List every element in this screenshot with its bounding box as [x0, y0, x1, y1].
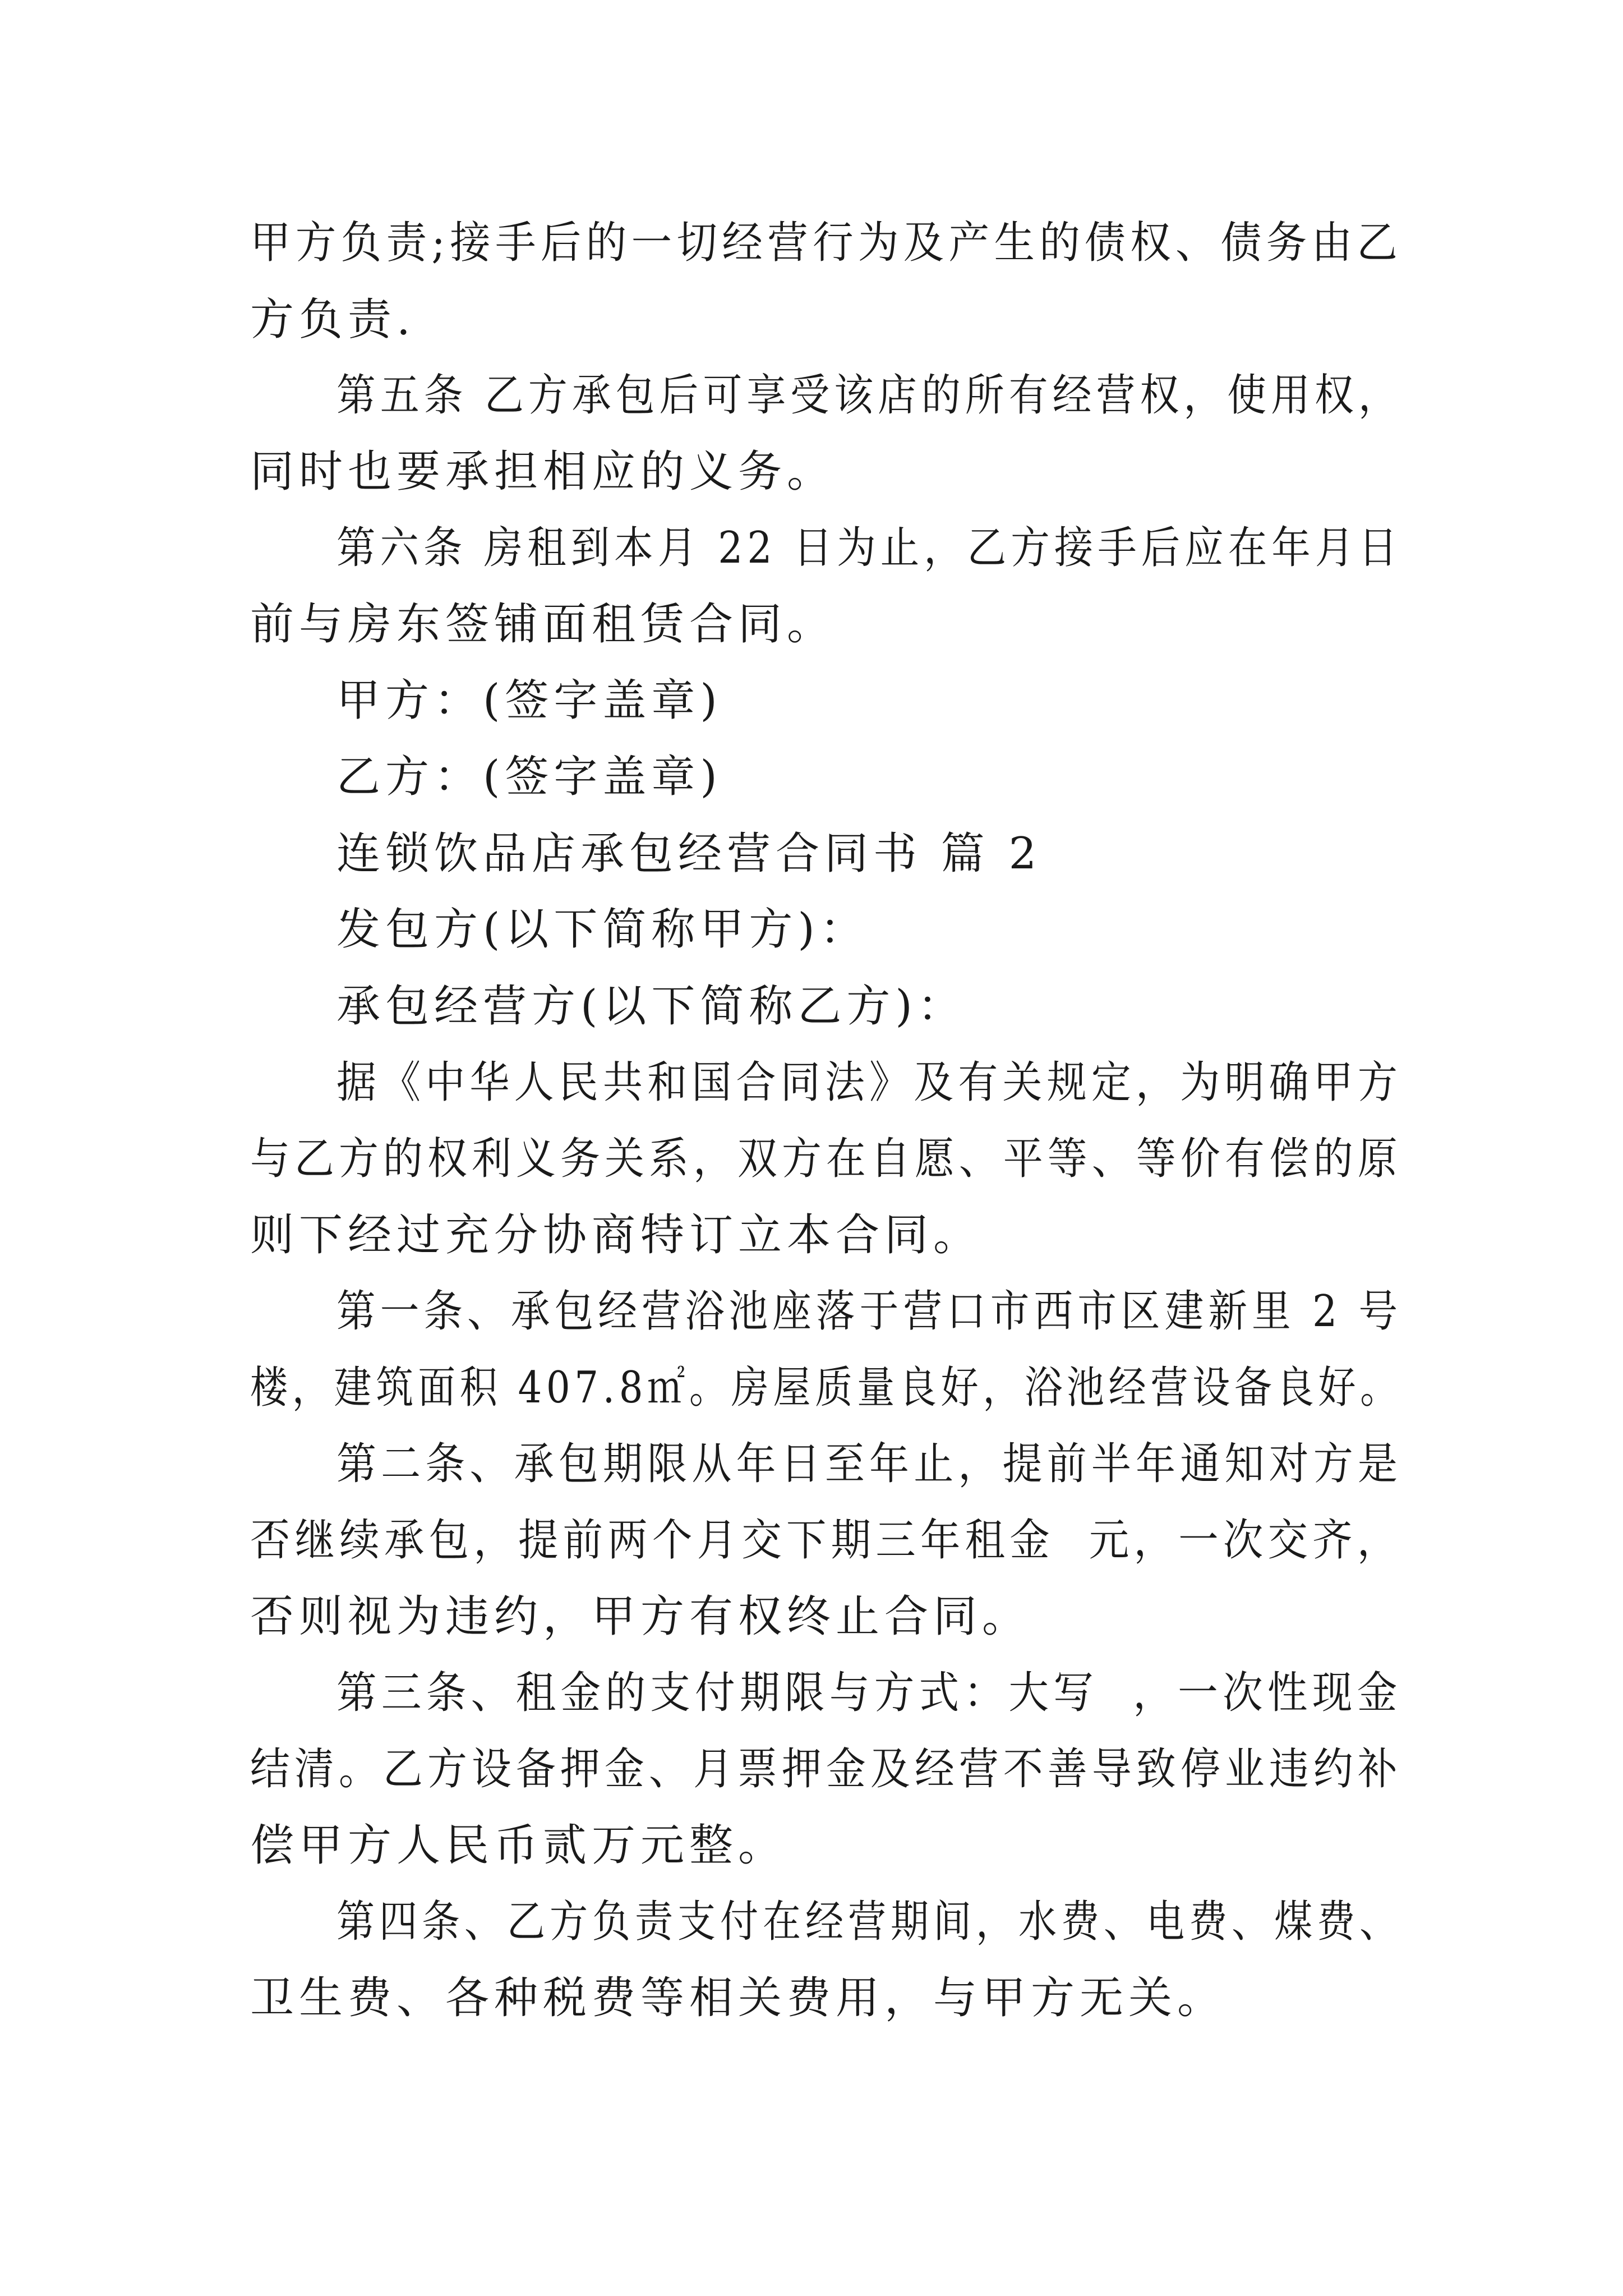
text-line: 结清。乙方设备押金、月票押金及经营不善导致停业违约补 — [250, 1744, 1402, 1795]
text-line: 卫生费、各种税费等相关费用，与甲方无关。 — [250, 1973, 1227, 2023]
signature-line-party-a: 甲方：(签字盖章) — [336, 675, 722, 726]
text-line: 前与房东签铺面租赁合同。 — [250, 599, 836, 650]
text-line: 楼，建筑面积 407.8㎡。房屋质量良好，浴池经营设备良好。 — [250, 1363, 1403, 1413]
text-line: 第一条、承包经营浴池座落于营口市西市区建新里 2 号 — [336, 1286, 1403, 1337]
text-line: 方负责. — [250, 295, 416, 345]
text-line: 与乙方的权利义务关系，双方在自愿、平等、等价有偿的原 — [250, 1134, 1402, 1184]
text-line: 第三条、租金的支付期限与方式：大写 ，一次性现金 — [336, 1668, 1402, 1718]
text-line: 否则视为违约，甲方有权终止合同。 — [250, 1591, 1031, 1642]
text-line: 偿甲方人民币贰万元整。 — [250, 1820, 787, 1871]
text-line: 甲方负责;接手后的一切经营行为及产生的债权、债务由乙 — [250, 218, 1403, 268]
text-line: 同时也要承担相应的义务。 — [250, 447, 836, 497]
section-heading: 连锁饮品店承包经营合同书 篇 2 — [336, 829, 1042, 879]
signature-line-party-b: 乙方：(签字盖章) — [336, 752, 722, 802]
text-line: 据《中华人民共和国合同法》及有关规定，为明确甲方 — [336, 1057, 1403, 1108]
text-line: 则下经过充分协商特订立本合同。 — [250, 1210, 983, 1260]
text-line: 承包经营方(以下简称乙方)： — [336, 981, 966, 1032]
text-line: 第二条、承包期限从年日至年止，提前半年通知对方是 — [336, 1439, 1403, 1489]
text-line: 第五条 乙方承包后可享受该店的所有经营权，使用权， — [336, 370, 1402, 421]
text-line: 否继续承包，提前两个月交下期三年租金 元，一次交齐， — [250, 1515, 1402, 1566]
text-line: 第四条、乙方负责支付在经营期间，水费、电费、煤费、 — [336, 1897, 1403, 1947]
text-line: 发包方(以下简称甲方)： — [336, 904, 869, 955]
text-line: 第六条 房租到本月 22 日为止，乙方接手后应在年月日 — [336, 523, 1402, 573]
